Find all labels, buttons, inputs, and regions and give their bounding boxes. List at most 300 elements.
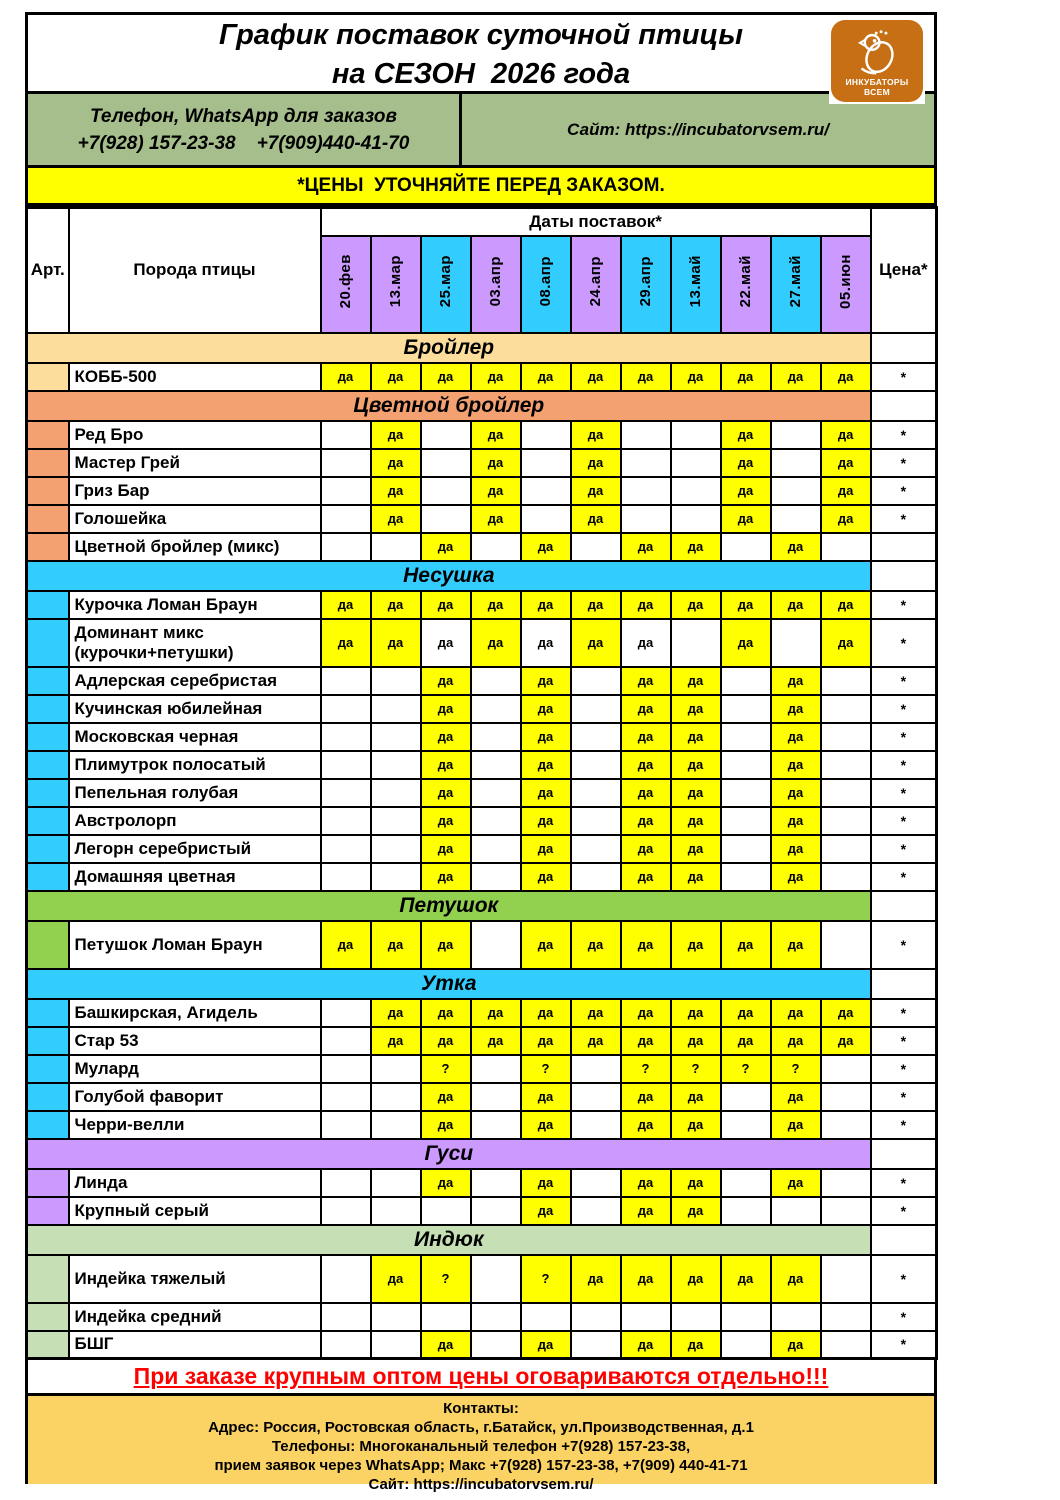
availability-cell: да <box>771 807 821 835</box>
availability-cell: да <box>371 619 421 667</box>
availability-cell <box>321 807 371 835</box>
availability-cell: да <box>821 477 871 505</box>
availability-cell <box>471 695 521 723</box>
availability-cell: да <box>521 751 571 779</box>
wholesale-note <box>25 1360 937 1393</box>
availability-cell: да <box>771 1083 821 1111</box>
breed-row <box>27 999 937 1027</box>
availability-cell: да <box>671 1083 721 1111</box>
availability-cell: да <box>621 999 671 1027</box>
footer-line: Контакты: <box>443 1400 519 1417</box>
availability-cell <box>321 779 371 807</box>
availability-cell: да <box>521 591 571 619</box>
breed-name: Крупный серый <box>69 1197 321 1225</box>
availability-cell <box>721 1331 771 1359</box>
availability-cell <box>821 695 871 723</box>
price-cell: * <box>871 449 937 477</box>
availability-cell: да <box>771 533 821 561</box>
availability-cell <box>621 449 671 477</box>
availability-cell <box>721 751 771 779</box>
availability-cell: да <box>521 695 571 723</box>
price-cell: * <box>871 667 937 695</box>
availability-cell <box>621 1303 671 1331</box>
availability-cell <box>321 421 371 449</box>
availability-cell: да <box>721 1255 771 1303</box>
availability-cell <box>821 1331 871 1359</box>
availability-cell <box>571 751 621 779</box>
availability-cell <box>671 421 721 449</box>
availability-cell: да <box>421 1169 471 1197</box>
availability-cell: да <box>771 779 821 807</box>
availability-cell <box>571 1055 621 1083</box>
availability-cell: да <box>421 667 471 695</box>
art-cell <box>27 1055 69 1083</box>
availability-cell <box>371 1083 421 1111</box>
availability-cell <box>721 1197 771 1225</box>
footer-line: Адрес: Россия, Ростовская область, г.Батайск, ул.Производственная, д.1 <box>208 1419 754 1436</box>
date-label: 13.мар <box>387 255 404 308</box>
availability-cell: да <box>721 505 771 533</box>
header-row-top <box>27 208 937 236</box>
art-cell <box>27 921 69 969</box>
availability-cell: ? <box>421 1255 471 1303</box>
availability-cell: да <box>571 591 621 619</box>
availability-cell <box>571 667 621 695</box>
availability-cell <box>721 863 771 891</box>
breed-name: Стар 53 <box>69 1027 321 1055</box>
breed-name: Курочка Ломан Браун <box>69 591 321 619</box>
availability-cell: да <box>821 999 871 1027</box>
availability-cell <box>671 1303 721 1331</box>
art-cell <box>27 1111 69 1139</box>
availability-cell: да <box>521 1083 571 1111</box>
art-cell <box>27 363 69 391</box>
price-cell: * <box>871 695 937 723</box>
breed-row <box>27 863 937 891</box>
availability-cell: да <box>671 779 721 807</box>
art-cell <box>27 1083 69 1111</box>
section-band-label: Бройлер <box>27 333 871 363</box>
availability-cell <box>371 807 421 835</box>
phone-numbers: +7(928) 157-23-38 +7(909)440-41-70 <box>77 132 410 154</box>
art-column-header: Арт. <box>27 208 69 333</box>
availability-cell <box>371 1197 421 1225</box>
art-cell <box>27 1331 69 1359</box>
availability-cell: да <box>371 421 421 449</box>
availability-cell: да <box>421 863 471 891</box>
breed-name: Башкирская, Агидель <box>69 999 321 1027</box>
availability-cell <box>371 835 421 863</box>
availability-cell <box>571 695 621 723</box>
section-band-label: Цветной бройлер <box>27 391 871 421</box>
art-cell <box>27 505 69 533</box>
availability-cell <box>721 723 771 751</box>
availability-cell <box>721 835 771 863</box>
availability-cell: да <box>671 751 721 779</box>
availability-cell: да <box>371 1255 421 1303</box>
availability-cell: да <box>521 921 571 969</box>
section-row-6 <box>27 1139 937 1169</box>
availability-cell: да <box>571 363 621 391</box>
date-label: 29.апр <box>637 256 654 307</box>
breed-name: Кучинская юбилейная <box>69 695 321 723</box>
availability-cell: ? <box>521 1255 571 1303</box>
page-title-line2: на СЕЗОН 2026 года <box>331 58 631 90</box>
breed-name: Индейка тяжелый <box>69 1255 321 1303</box>
availability-cell: да <box>621 921 671 969</box>
price-cell: * <box>871 723 937 751</box>
breed-row <box>27 1055 937 1083</box>
availability-cell: да <box>621 1027 671 1055</box>
date-column-header-9 <box>721 236 771 333</box>
availability-cell: да <box>421 363 471 391</box>
availability-cell: да <box>771 863 821 891</box>
availability-cell: да <box>621 1169 671 1197</box>
availability-cell: да <box>671 533 721 561</box>
availability-cell: да <box>671 695 721 723</box>
availability-cell <box>721 1083 771 1111</box>
availability-cell <box>371 1169 421 1197</box>
availability-cell: да <box>771 363 821 391</box>
availability-cell: да <box>771 921 821 969</box>
availability-cell: да <box>471 591 521 619</box>
availability-cell <box>821 1169 871 1197</box>
availability-cell <box>521 421 571 449</box>
availability-cell <box>471 1303 521 1331</box>
date-column-header-5 <box>521 236 571 333</box>
availability-cell: да <box>321 591 371 619</box>
date-label: 25.мар <box>437 255 454 308</box>
section-row-3 <box>27 561 937 591</box>
availability-cell: да <box>721 921 771 969</box>
availability-cell: да <box>721 999 771 1027</box>
schedule-sheet <box>25 12 937 1493</box>
availability-cell: ? <box>621 1055 671 1083</box>
availability-cell <box>721 1111 771 1139</box>
breed-name: КОББ-500 <box>69 363 321 391</box>
availability-cell: да <box>371 477 421 505</box>
date-label: 13.май <box>687 255 704 308</box>
price-warning-bar: *ЦЕНЫ УТОЧНЯЙТЕ ПЕРЕД ЗАКАЗОМ. <box>25 168 937 206</box>
availability-cell <box>821 1197 871 1225</box>
title-block <box>25 12 937 94</box>
availability-cell <box>371 1331 421 1359</box>
availability-cell <box>671 505 721 533</box>
art-cell <box>27 1303 69 1331</box>
availability-cell <box>571 863 621 891</box>
availability-cell <box>421 1197 471 1225</box>
price-cell: * <box>871 751 937 779</box>
availability-cell <box>721 1169 771 1197</box>
availability-cell: да <box>621 619 671 667</box>
section-row-5 <box>27 969 937 999</box>
breed-name: Гриз Бар <box>69 477 321 505</box>
availability-cell: да <box>771 667 821 695</box>
breed-row <box>27 667 937 695</box>
availability-cell: да <box>621 863 671 891</box>
date-label: 22.май <box>737 255 754 308</box>
availability-cell: да <box>671 591 721 619</box>
breed-name: Адлерская серебристая <box>69 667 321 695</box>
breed-row <box>27 363 937 391</box>
availability-cell <box>371 667 421 695</box>
availability-cell <box>721 779 771 807</box>
availability-cell: да <box>721 1027 771 1055</box>
availability-cell <box>771 505 821 533</box>
availability-cell <box>471 921 521 969</box>
price-cell: * <box>871 863 937 891</box>
availability-cell: да <box>471 619 521 667</box>
availability-cell: да <box>521 533 571 561</box>
availability-cell: да <box>571 921 621 969</box>
availability-cell <box>571 1197 621 1225</box>
price-cell: * <box>871 1055 937 1083</box>
date-label: 20.фев <box>337 254 354 309</box>
availability-cell: да <box>821 1027 871 1055</box>
breed-row <box>27 1255 937 1303</box>
art-cell <box>27 1027 69 1055</box>
availability-cell: да <box>321 363 371 391</box>
availability-cell: да <box>421 619 471 667</box>
price-cell: * <box>871 363 937 391</box>
availability-cell <box>471 751 521 779</box>
availability-cell <box>721 807 771 835</box>
availability-cell: да <box>471 363 521 391</box>
availability-cell: да <box>671 667 721 695</box>
availability-cell <box>371 533 421 561</box>
price-cell: * <box>871 1083 937 1111</box>
availability-cell <box>321 1027 371 1055</box>
availability-cell: да <box>671 807 721 835</box>
availability-cell: да <box>371 1027 421 1055</box>
breed-name: Домашняя цветная <box>69 863 321 891</box>
date-column-header-6 <box>571 236 621 333</box>
availability-cell <box>321 1255 371 1303</box>
art-cell <box>27 1169 69 1197</box>
availability-cell <box>821 863 871 891</box>
breed-row <box>27 421 937 449</box>
breed-row <box>27 835 937 863</box>
availability-cell: да <box>521 667 571 695</box>
availability-cell: да <box>521 1027 571 1055</box>
breed-name: Ред Бро <box>69 421 321 449</box>
availability-cell: да <box>771 695 821 723</box>
availability-cell <box>821 1303 871 1331</box>
availability-cell <box>821 1111 871 1139</box>
breed-name: Мастер Грей <box>69 449 321 477</box>
availability-cell: да <box>621 533 671 561</box>
availability-cell <box>571 1303 621 1331</box>
availability-cell: да <box>371 591 421 619</box>
breed-name: Пепельная голубая <box>69 779 321 807</box>
availability-cell: да <box>621 723 671 751</box>
availability-cell: да <box>421 1111 471 1139</box>
art-cell <box>27 619 69 667</box>
availability-cell <box>571 723 621 751</box>
breed-name: Австролорп <box>69 807 321 835</box>
availability-cell <box>521 477 571 505</box>
availability-cell <box>471 1197 521 1225</box>
availability-cell <box>321 1303 371 1331</box>
availability-cell <box>471 533 521 561</box>
availability-cell: да <box>771 591 821 619</box>
availability-cell: да <box>421 835 471 863</box>
availability-cell: да <box>371 363 421 391</box>
section-band-label: Утка <box>27 969 871 999</box>
art-cell <box>27 807 69 835</box>
availability-cell <box>821 807 871 835</box>
availability-cell: да <box>671 363 721 391</box>
availability-cell <box>821 533 871 561</box>
availability-cell: да <box>421 695 471 723</box>
date-column-header-4 <box>471 236 521 333</box>
availability-cell <box>821 667 871 695</box>
contact-strip <box>25 94 937 168</box>
site-url: Сайт: https://incubatorvsem.ru/ <box>566 119 830 139</box>
contacts-footer <box>25 1393 937 1493</box>
availability-cell: да <box>521 1197 571 1225</box>
availability-cell <box>821 751 871 779</box>
phone-block <box>28 94 462 165</box>
availability-cell: да <box>521 1331 571 1359</box>
availability-cell <box>571 779 621 807</box>
availability-cell: да <box>771 1169 821 1197</box>
price-cell: * <box>871 921 937 969</box>
availability-cell <box>321 449 371 477</box>
availability-cell <box>471 723 521 751</box>
availability-cell <box>371 1055 421 1083</box>
breed-row <box>27 751 937 779</box>
availability-cell <box>371 723 421 751</box>
breed-name: БШГ <box>69 1331 321 1359</box>
availability-cell: да <box>721 363 771 391</box>
breed-name: Мулард <box>69 1055 321 1083</box>
breed-row <box>27 695 937 723</box>
availability-cell: да <box>621 807 671 835</box>
availability-cell: да <box>621 1111 671 1139</box>
availability-cell: да <box>321 921 371 969</box>
availability-cell <box>421 505 471 533</box>
availability-cell: да <box>571 421 621 449</box>
section-band-label: Индюк <box>27 1225 871 1255</box>
availability-cell: да <box>721 591 771 619</box>
price-cell: * <box>871 1027 937 1055</box>
availability-cell: да <box>671 1255 721 1303</box>
art-cell <box>27 1197 69 1225</box>
availability-cell <box>671 449 721 477</box>
availability-cell: да <box>571 1255 621 1303</box>
availability-cell: да <box>371 921 421 969</box>
breed-row <box>27 1111 937 1139</box>
footer-line: Сайт: https://incubatorvsem.ru/ <box>368 1476 594 1493</box>
availability-cell: да <box>771 999 821 1027</box>
art-cell <box>27 999 69 1027</box>
breed-row <box>27 591 937 619</box>
availability-cell: да <box>771 1255 821 1303</box>
availability-cell <box>821 1083 871 1111</box>
breed-column-header: Порода птицы <box>69 208 321 333</box>
availability-cell: да <box>521 999 571 1027</box>
availability-cell: да <box>521 835 571 863</box>
art-cell <box>27 863 69 891</box>
availability-cell <box>471 1055 521 1083</box>
breed-row <box>27 1083 937 1111</box>
availability-cell: да <box>421 723 471 751</box>
availability-cell <box>421 421 471 449</box>
availability-cell: да <box>371 449 421 477</box>
availability-cell <box>721 667 771 695</box>
availability-cell: да <box>821 505 871 533</box>
breed-name: Голошейка <box>69 505 321 533</box>
availability-cell: да <box>471 421 521 449</box>
availability-cell <box>471 1331 521 1359</box>
section-band-label: Петушок <box>27 891 871 921</box>
availability-cell: да <box>621 695 671 723</box>
breed-row <box>27 1027 937 1055</box>
availability-cell <box>671 477 721 505</box>
availability-cell <box>321 751 371 779</box>
price-cell: * <box>871 477 937 505</box>
footer-line: Телефоны: Многоканальный телефон +7(928) 157-23-38, <box>271 1438 691 1455</box>
availability-cell <box>821 1055 871 1083</box>
availability-cell <box>321 863 371 891</box>
logo-text-line1: ИНКУБАТОРЫ <box>845 77 909 87</box>
availability-cell: да <box>721 421 771 449</box>
availability-cell: да <box>521 1169 571 1197</box>
availability-cell: да <box>421 921 471 969</box>
price-cell: * <box>871 1111 937 1139</box>
availability-cell: да <box>621 667 671 695</box>
availability-cell <box>571 1083 621 1111</box>
availability-cell <box>321 723 371 751</box>
availability-cell: да <box>371 999 421 1027</box>
breed-row <box>27 1331 937 1359</box>
price-cell: * <box>871 1255 937 1303</box>
availability-cell: да <box>321 619 371 667</box>
availability-cell <box>771 1303 821 1331</box>
availability-cell: да <box>721 449 771 477</box>
availability-cell: да <box>671 1197 721 1225</box>
page-title-line1: График поставок суточной птицы <box>219 19 743 51</box>
art-cell <box>27 449 69 477</box>
availability-cell <box>421 477 471 505</box>
availability-cell: да <box>671 1027 721 1055</box>
availability-cell: да <box>421 779 471 807</box>
chick-icon <box>851 30 903 76</box>
availability-cell <box>421 1303 471 1331</box>
availability-cell <box>721 695 771 723</box>
date-column-header-3 <box>421 236 471 333</box>
dates-group-header: Даты поставок* <box>321 208 871 236</box>
date-column-header-7 <box>621 236 671 333</box>
breed-row <box>27 723 937 751</box>
availability-cell: да <box>571 477 621 505</box>
availability-cell: да <box>421 591 471 619</box>
section-band-label: Гуси <box>27 1139 871 1169</box>
breed-name: Линда <box>69 1169 321 1197</box>
availability-cell: да <box>521 779 571 807</box>
logo-box <box>831 20 923 102</box>
price-cell <box>871 533 937 561</box>
availability-cell <box>521 1303 571 1331</box>
availability-cell: да <box>521 363 571 391</box>
breed-name: Легорн серебристый <box>69 835 321 863</box>
availability-cell: да <box>671 921 721 969</box>
availability-cell <box>321 1331 371 1359</box>
breed-name: Плимутрок полосатый <box>69 751 321 779</box>
price-cell: * <box>871 421 937 449</box>
availability-cell <box>371 863 421 891</box>
